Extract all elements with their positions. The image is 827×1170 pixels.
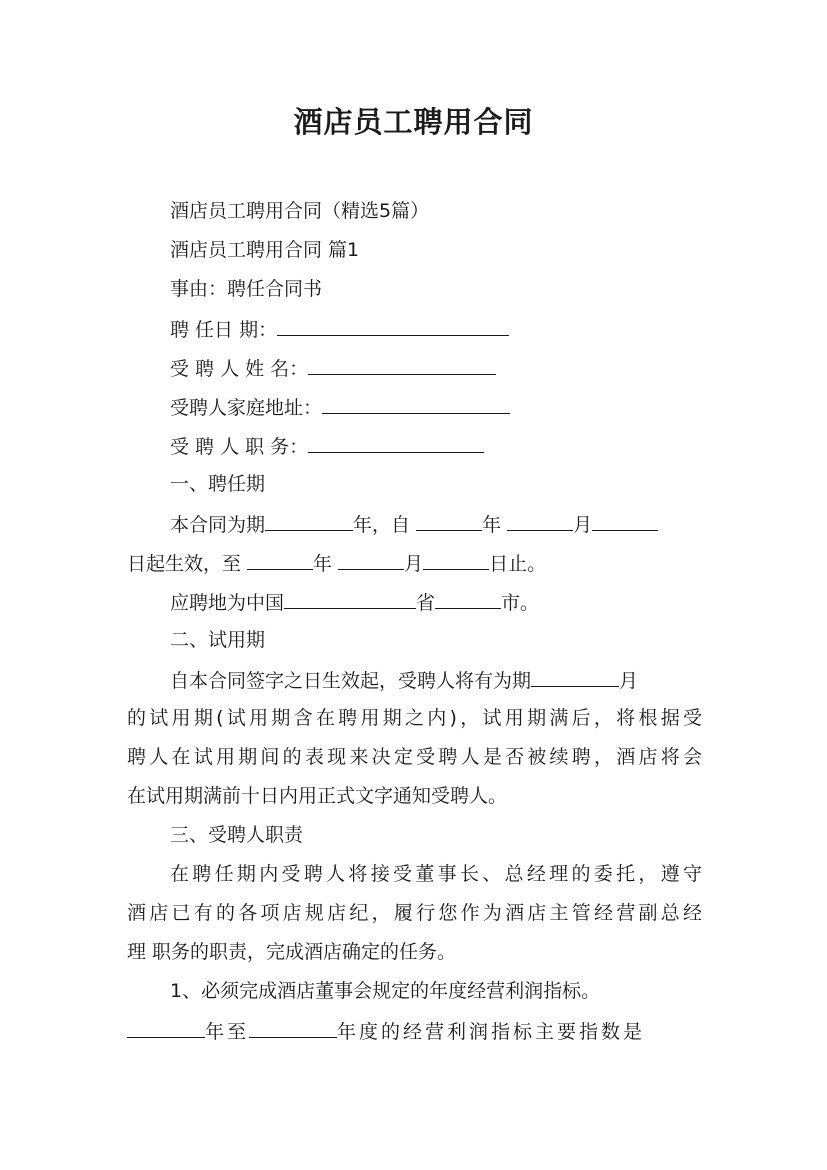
section3-heading: 三、受聘人职责 xyxy=(170,824,304,846)
position-label: 受 聘 人 职 务： xyxy=(170,436,309,458)
date-blank xyxy=(277,317,509,336)
subtitle: 酒店员工聘用合同（精选5篇） xyxy=(170,200,430,222)
section2-line4: 在试用期满前十日内用正式文字通知受聘人。 xyxy=(127,785,508,807)
part-heading: 酒店员工聘用合同 篇1 xyxy=(170,239,360,261)
name-blank xyxy=(308,356,496,375)
date-field xyxy=(127,317,702,341)
section2-line1: 自本合同签字之日生效起，受聘人将有为期 月 xyxy=(170,670,639,692)
address-label: 受聘人家庭地址： xyxy=(170,397,323,419)
section1-paragraph1-line1: 本合同为期 年，自 年 月 xyxy=(127,512,702,536)
section3-line2: 酒店已有的各项店规店纪，履行您作为酒店主管经营副总经 xyxy=(127,902,702,924)
section3-item1-continued: 年至 年度的经营利润指标主要指数是 xyxy=(127,1019,702,1043)
address-blank xyxy=(322,395,510,414)
section2-line2: 的试用期(试用期含在聘用期之内)，试用期满后，将根据受 xyxy=(127,707,702,729)
section2-heading: 二、试用期 xyxy=(170,629,266,651)
position-field xyxy=(127,434,702,458)
subject-line: 事由：聘任合同书 xyxy=(170,278,323,300)
date-label: 聘 任日 期： xyxy=(170,319,278,341)
section1-paragraph1-line2: 日起生效，至 年 月 日止。 xyxy=(127,553,547,575)
section2-line3: 聘人在试用期间的表现来决定受聘人是否被续聘，酒店将会 xyxy=(127,746,702,768)
section1-heading: 一、聘任期 xyxy=(170,473,266,495)
name-field xyxy=(127,356,702,380)
address-field xyxy=(127,395,702,419)
section3-line1: 在聘任期内受聘人将接受董事长、总经理的委托，遵守 xyxy=(170,863,702,885)
section1-paragraph2: 应聘地为中国 省 市。 xyxy=(170,592,540,614)
section3-line3: 理 职务的职责，完成酒店确定的任务。 xyxy=(127,941,457,963)
document-title: 酒店员工聘用合同 xyxy=(293,105,534,139)
position-blank xyxy=(308,434,484,453)
section3-item1: 1、必须完成酒店董事会规定的年度经营利润指标。 xyxy=(170,980,601,1002)
name-label: 受 聘 人 姓 名： xyxy=(170,358,309,380)
